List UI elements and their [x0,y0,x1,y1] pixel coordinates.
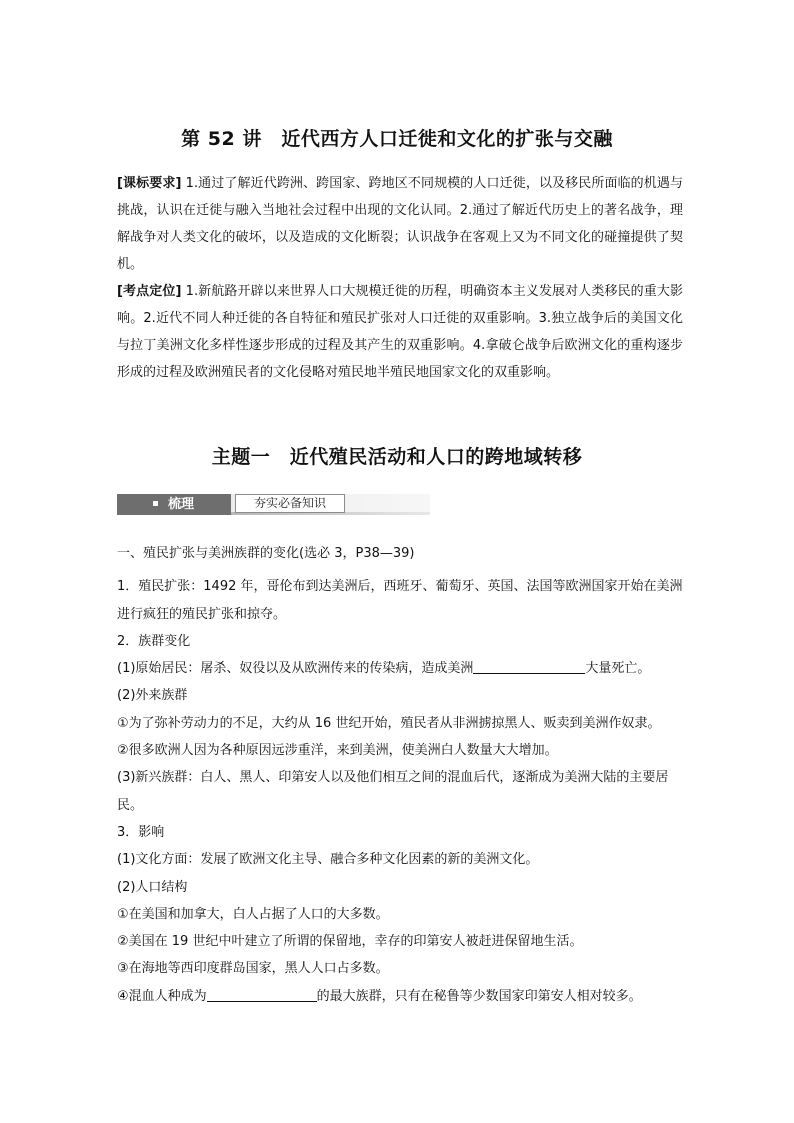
item-impact: 3．影响 [117,824,165,840]
item-mixed-race [117,983,683,1010]
exam-positioning [117,278,683,386]
lesson-title: 第 52 讲 近代西方人口迁徙和文化的扩张与交融 [181,128,613,150]
topic-title: 主题一 近代殖民活动和人口的跨地域转移 [211,446,583,468]
section-heading: 一、殖民扩张与美洲族群的变化(选必 3，P38—39) [117,546,415,561]
positioning-tag: [考点定位] [117,284,182,299]
item-original-residents [117,655,683,682]
item-emerging-groups: (3)新兴族群：白人、黑人、印第安人以及他们相互之间的混血后代，逐渐成为美洲大陆的主要居民。 [117,770,669,813]
item-us-canada: ①在美国和加拿大，白人占据了人口的大多数。 [117,906,389,922]
item-culture: (1)文化方面：发展了欧洲文化主导、融合多种文化因素的新的美洲文化。 [117,852,539,868]
item-european-migrants: ②很多欧洲人因为各种原因远涉重洋，来到美洲，使美洲白人数量大大增加。 [117,743,558,759]
item-reservations: ②美国在 19 世纪中叶建立了所谓的保留地，幸存的印第安人被赶进保留地生活。 [117,934,583,950]
curriculum-requirements [117,170,683,278]
requirements-tag: [课标要求] [117,176,182,191]
fill-blank [207,987,317,1002]
item-colonial-expansion: 1．殖民扩张：1492 年，哥伦布到达美洲后，西班牙、葡萄牙、英国、法国等欧洲国家开始在美洲进行疯狂的殖民扩张和掠夺。 [117,579,683,622]
banner-sublabel: 夯实必备知识 [235,494,345,513]
item-foreign-groups: (2)外来族群 [117,688,188,704]
requirements-text: 1.通过了解近代跨洲、跨国家、跨地区不同规模的人口迁徙，以及移民所面临的机遇与挑战，认识在迁徙与融入当地社会过程中出现的文化认同。2.通过了解近代历史上的著名战争，理解战争对人类文化的破坏，以及造成的文化断裂；认识战争在客观上又为不同文化的碰撞提供了契机。 [117,176,684,272]
item-african-slaves: ①为了弥补劳动力的不足，大约从 16 世纪开始，殖民者从非洲掳掠黑人、贩卖到美洲作奴隶。 [117,715,661,731]
item-west-indies: ③在海地等西印度群岛国家，黑人人口占多数。 [117,961,389,977]
section-banner [117,494,430,518]
item-population-structure: (2)人口结构 [117,879,188,895]
content-body [117,540,683,1010]
text-fragment: ④混血人种成为 [117,988,207,1004]
banner-label: 梳理 [168,497,195,512]
text-fragment: 大量死亡。 [585,661,651,677]
positioning-text: 1.新航路开辟以来世界人口大规模迁徙的历程，明确资本主义发展对人类移民的重大影响。2.近代不同人种迁徙的各自特征和殖民扩张对人口迁徙的双重影响。3.独立战争后的美国文化与拉丁美洲文化多样性逐步形成的过程及其产生的双重影响。4.拿破仑战争后欧洲文化的重构逐步形成的过程及欧洲殖民者的文化侵略对殖民地半殖民地国家文化的双重影响。 [117,284,684,380]
item-ethnic-change: 2．族群变化 [117,633,191,649]
intro-block [117,170,683,386]
square-bullet-icon [153,501,158,506]
text-fragment: 的最大族群，只有在秘鲁等少数国家印第安人相对较多。 [316,988,642,1004]
fill-blank [473,659,585,674]
text-fragment: (1)原始居民：屠杀、奴役以及从欧洲传来的传染病，造成美洲 [117,661,474,677]
banner-label-box [117,494,231,515]
